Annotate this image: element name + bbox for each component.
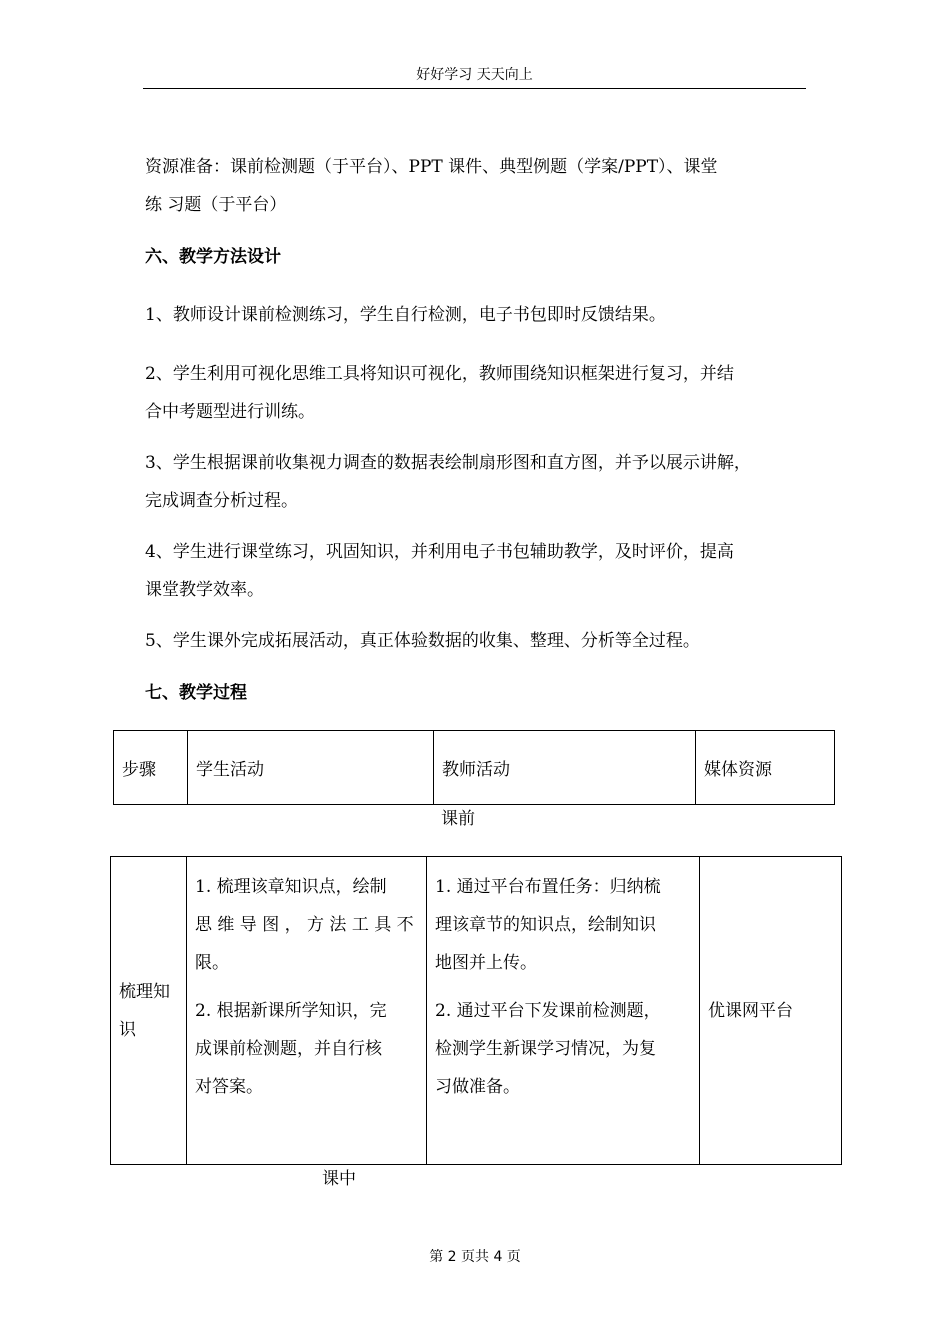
header-media-resources: 媒体资源 xyxy=(696,731,835,805)
header-rule xyxy=(143,88,806,89)
resources-line-1: 资源准备：课前检测题（于平台）、PPT 课件、典型例题（学案/PPT）、课堂 xyxy=(145,157,718,177)
section-label-before-class: 课前 xyxy=(441,809,475,829)
step-cell xyxy=(111,857,187,1165)
teacher-item-1-line-2: 理该章节的知识点，绘制知识 xyxy=(435,915,656,935)
resources-line-2: 练 习题（于平台） xyxy=(145,195,287,215)
student-activity-cell xyxy=(187,857,427,1165)
section-heading-6: 六、教学方法设计 xyxy=(145,247,281,267)
student-item-1-line-1: 1. 梳理该章知识点，绘制 xyxy=(195,877,387,897)
teacher-item-1-line-3: 地图并上传。 xyxy=(435,953,537,973)
header-teacher-activity: 教师活动 xyxy=(434,731,696,805)
student-item-1-line-2: 思 维 导 图 ， 方 法 工 具 不 xyxy=(195,915,414,935)
method-3-line-1: 3、学生根据课前收集视力调查的数据表绘制扇形图和直方图，并予以展示讲解， xyxy=(145,453,751,473)
teacher-item-2-line-2: 检测学生新课学习情况，为复 xyxy=(435,1039,656,1059)
method-5: 5、学生课外完成拓展活动，真正体验数据的收集、整理、分析等全过程。 xyxy=(145,631,700,651)
method-2-line-2: 合中考题型进行训练。 xyxy=(145,402,315,422)
method-1: 1、教师设计课前检测练习，学生自行检测，电子书包即时反馈结果。 xyxy=(145,305,666,325)
page-header: 好好学习 天天向上 xyxy=(416,67,533,83)
step-text-line-2: 识 xyxy=(119,1019,136,1040)
process-table-header xyxy=(113,730,835,805)
media-cell xyxy=(700,857,842,1165)
student-item-2-line-2: 成课前检测题，并自行核 xyxy=(195,1039,382,1059)
method-4-line-1: 4、学生进行课堂练习，巩固知识，并利用电子书包辅助教学，及时评价，提高 xyxy=(145,542,734,562)
header-step: 步骤 xyxy=(114,731,188,805)
media-text: 优课网平台 xyxy=(708,1000,793,1021)
student-item-2-line-1: 2. 根据新课所学知识，完 xyxy=(195,1001,387,1021)
teacher-item-1-line-1: 1. 通过平台布置任务：归纳梳 xyxy=(435,877,661,897)
student-item-2-line-3: 对答案。 xyxy=(195,1077,263,1097)
method-2-line-1: 2、学生利用可视化思维工具将知识可视化，教师围绕知识框架进行复习，并结 xyxy=(145,364,734,384)
teacher-item-2-line-3: 习做准备。 xyxy=(435,1077,520,1097)
step-text-line-1: 梳理知 xyxy=(119,981,170,1002)
teacher-activity-cell xyxy=(427,857,700,1165)
process-table-row xyxy=(110,856,842,1165)
method-4-line-2: 课堂教学效率。 xyxy=(145,580,264,600)
teacher-item-2-line-1: 2. 通过平台下发课前检测题， xyxy=(435,1001,661,1021)
section-heading-7: 七、教学过程 xyxy=(145,683,247,703)
student-item-1-line-3: 限。 xyxy=(195,953,229,973)
page-footer: 第 2 页共 4 页 xyxy=(429,1249,521,1265)
section-label-during-class: 课中 xyxy=(322,1169,356,1189)
header-student-activity: 学生活动 xyxy=(188,731,434,805)
method-3-line-2: 完成调查分析过程。 xyxy=(145,491,298,511)
